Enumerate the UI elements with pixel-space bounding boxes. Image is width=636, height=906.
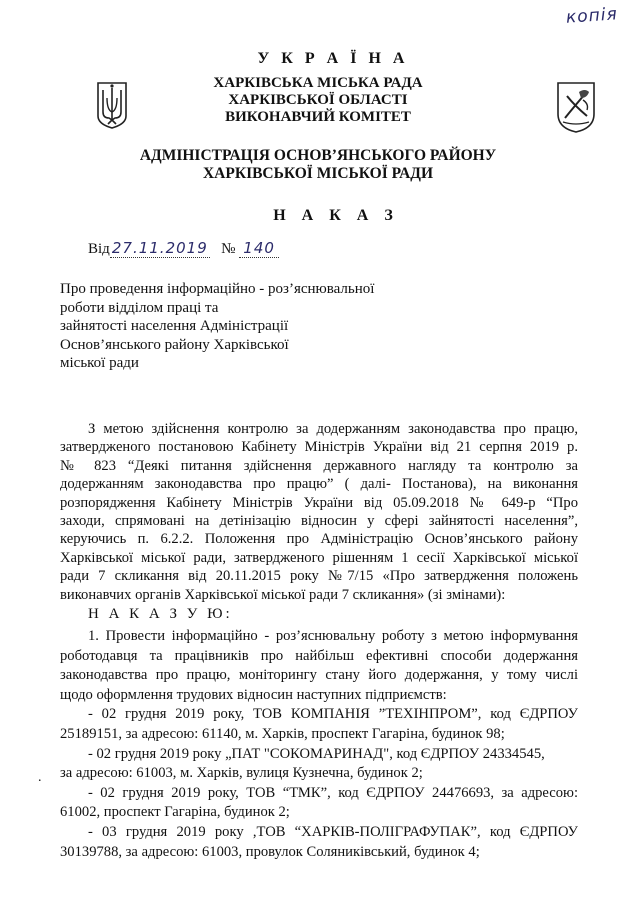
preamble-line: № 823 “Деякі питання здійснення державного нагляду та контролю за	[60, 457, 578, 474]
subject-line: Про проведення інформаційно - роз’яснювальної	[60, 281, 375, 297]
subject-line: роботи відділом праці та	[60, 299, 219, 316]
order-line: законодавства про працю, моніторингу стану його додержання, у тому числі	[60, 667, 578, 684]
preamble-line: виконавчих органів Харківської міської ради 7 скликання» (зі змінами):	[60, 586, 506, 603]
subject-line: зайнятості населення Адміністрації	[60, 318, 289, 334]
preamble-line: З метою здійснення контролю за додержанням законодавства про працю,	[88, 421, 578, 437]
stray-mark: .	[38, 770, 42, 785]
admin-line: АДМІНІСТРАЦІЯ ОСНОВ’ЯНСЬКОГО РАЙОНУ	[139, 147, 497, 164]
order-line: 30139788, за адресою: 61003, провулок Соляниківський, будинок 4;	[60, 843, 480, 860]
council-line: ВИКОНАВЧИЙ КОМІТЕТ	[225, 109, 411, 125]
council-heading	[0, 75, 636, 126]
order-line: 61002, проспект Гагаріна, будинок 2;	[60, 804, 290, 821]
number-label: №	[221, 241, 236, 257]
subject-line: Основ’янського району Харківської	[60, 336, 289, 353]
order-heading: Н А К А З У Ю:	[88, 606, 233, 622]
council-line: ХАРКІВСЬКОЇ ОБЛАСТІ	[228, 92, 408, 108]
order-line: щодо оформлення трудових відносин наступних підприємств:	[60, 686, 447, 703]
preamble-line: Харківської міської ради, затвердженого рішенням 1 сесії Харківської міської	[60, 549, 578, 566]
order-line: - 02 грудня 2019 року „ПАТ "СОКОМАРИНАД", код ЄДРПОУ 24334545,	[88, 745, 545, 762]
document-type-heading: Н А К А З	[273, 207, 399, 224]
preamble-line: заходи, спрямовані на детінізацію відносин у сфері зайнятості населення”,	[60, 513, 578, 530]
country-heading: У К Р А Ї Н А	[257, 50, 409, 67]
order-line: 25189151, за адресою: 61140, м. Харків, проспект Гагаріна, будинок 98;	[60, 725, 505, 742]
order-items	[60, 627, 578, 862]
subject-line: міської ради	[60, 355, 139, 371]
date-prefix: Від	[88, 241, 110, 257]
preamble-line: затвердженого постановою Кабінету Міністрів України від 21 серпня 2019 р.	[60, 439, 578, 456]
order-line: за адресою: 61003, м. Харків, вулиця Кузнечна, будинок 2;	[60, 765, 423, 782]
council-line: ХАРКІВСЬКА МІСЬКА РАДА	[213, 75, 423, 91]
copy-handwritten-mark: копія	[565, 4, 619, 28]
administration-heading	[0, 147, 636, 183]
order-line: - 02 грудня 2019 року, ТОВ КОМПАНІЯ ”ТЕХІНПРОМ”, код ЄДРПОУ	[88, 706, 578, 723]
preamble-line: додержанням законодавства про працю” ( далі- Постанова), на виконання	[60, 476, 578, 493]
order-line: роботодавця та працівників про найбільш ефективні способи додержання	[60, 647, 578, 664]
preamble-line: керуючись п. 6.2.2. Положення про Адміністрацію Основ’янського району	[60, 531, 578, 548]
preamble-line: ради 7 скликання від 20.11.2015 року №7/15 «Про затвердження положень	[60, 568, 578, 585]
order-line: - 03 грудня 2019 року ,ТОВ “ХАРКІВ-ПОЛІГРАФУПАК”, код ЄДРПОУ	[88, 823, 578, 840]
handwritten-number: 140	[239, 239, 279, 258]
handwritten-date: 27.11.2019	[110, 239, 210, 258]
date-number-line	[88, 239, 279, 258]
preamble-paragraph	[60, 420, 578, 604]
order-subject	[60, 280, 390, 373]
preamble-line: розпорядження Кабінету Міністрів України від 05.09.2018 № 649-р “Про	[60, 494, 578, 511]
order-line: - 02 грудня 2019 року, ТОВ “ТМК”, код ЄДРПОУ 24476693, за адресою:	[88, 784, 578, 801]
admin-line: ХАРКІВСЬКОЇ МІСЬКОЇ РАДИ	[202, 165, 434, 182]
order-line: 1. Провести інформаційно - роз’яснювальну роботу з метою інформування	[88, 628, 578, 644]
